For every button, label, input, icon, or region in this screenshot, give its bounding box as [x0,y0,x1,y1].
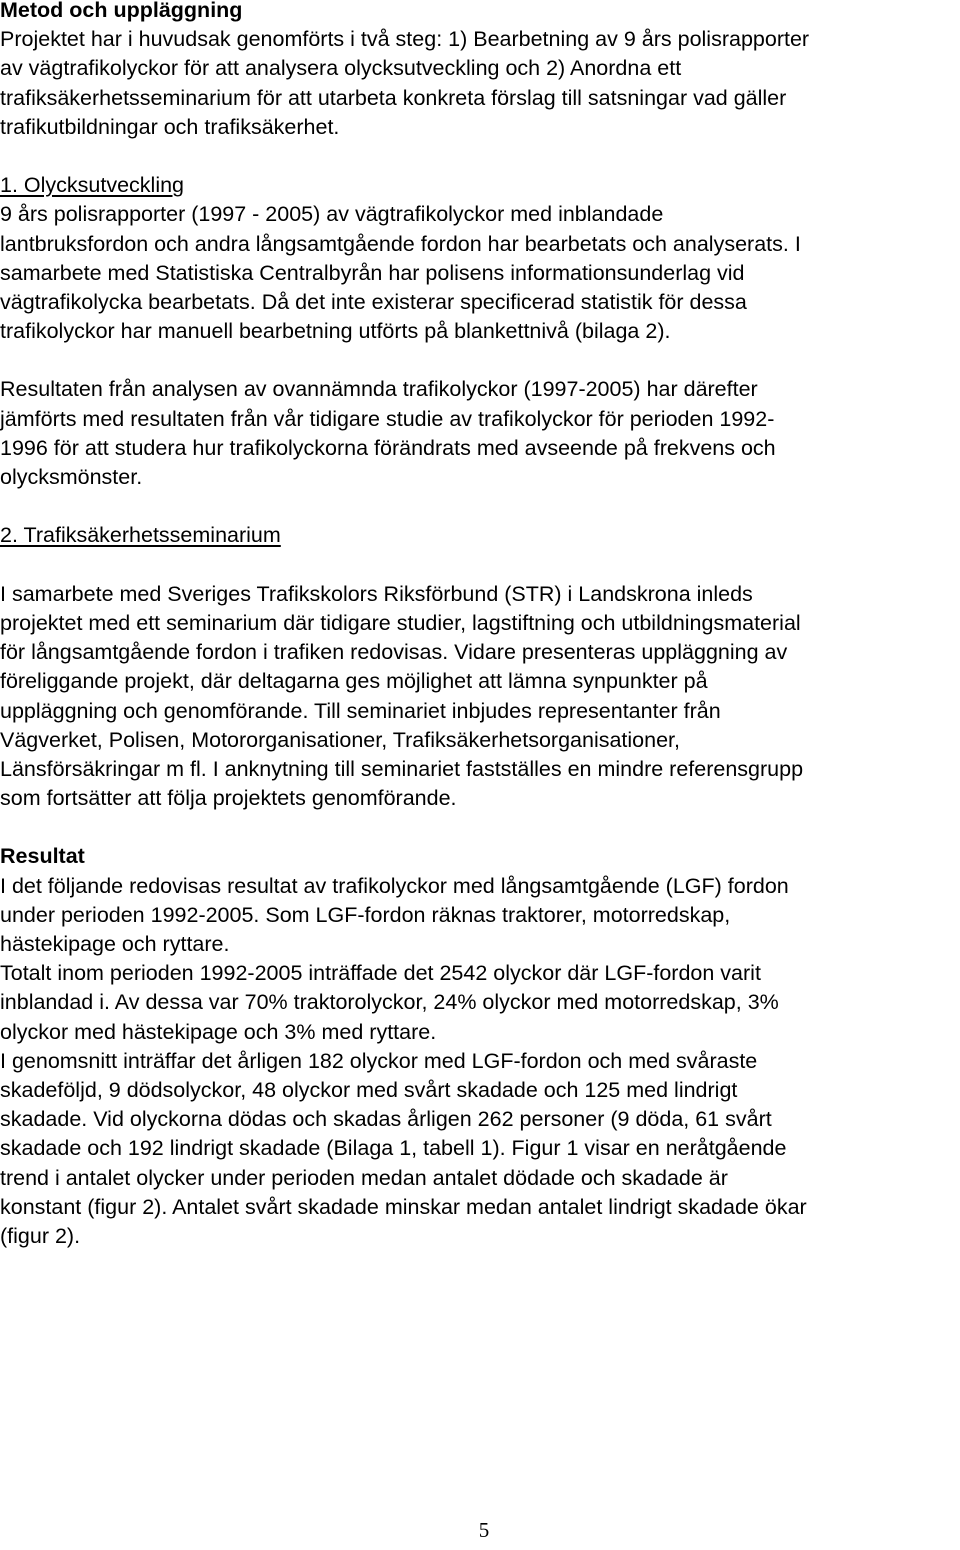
section-heading-resultat: Resultat [0,844,85,869]
subsection-heading-olycksutveckling [0,171,958,200]
text-line: för långsamtgående fordon i trafiken redovisas. Vidare presenteras uppläggning av [0,640,788,665]
text-line: jämförts med resultaten från vår tidigare studie av trafikolyckor för perioden 1992- [0,406,775,431]
text-line: som fortsätter att följa projektets genomförande. [0,786,457,811]
text-line: vägtrafikolycka bearbetats. Då det inte existerar specificerad statistik för dessa [0,289,747,314]
underlined-heading-text: 2. Trafiksäkerhetsseminarium [0,523,281,548]
text-line: skadade. Vid olyckorna dödas och skadas årligen 262 personer (9 döda, 61 svårt [0,1107,772,1132]
paragraph-gap [0,492,958,521]
text-line: inblandad i. Av dessa var 70% traktorolyckor, 24% olyckor med motorredskap, 3% [0,990,779,1015]
text-line: uppläggning och genomförande. Till seminariet inbjudes representanter från [0,698,721,723]
section-metod [0,0,958,142]
text-line: Totalt inom perioden 1992-2005 inträffade det 2542 olyckor där LGF-fordon varit [0,961,761,986]
text-line: skadade och 192 lindrigt skadade (Bilaga 1, tabell 1). Figur 1 visar en neråtgående [0,1136,787,1161]
paragraph-gap [0,813,958,842]
text-line: I genomsnitt inträffar det årligen 182 olyckor med LGF-fordon och med svåraste [0,1048,758,1073]
section-heading-metod: Metod och uppläggning [0,0,243,22]
section-olycksutveckling [0,171,958,492]
text-line: hästekipage och ryttare. [0,932,230,956]
text-line: lantbruksfordon och andra långsamtgående fordon har bearbetats och analyserats. I [0,231,801,256]
text-line: I det följande redovisas resultat av trafikolyckor med långsamtgående (LGF) fordon [0,873,789,898]
text-line: 9 års polisrapporter (1997 - 2005) av vägtrafikolyckor med inblandade [0,202,664,227]
text-line: trafikutbildningar och trafiksäkerhet. [0,114,340,139]
text-line: trend i antalet olycker under perioden medan antalet dödade och skadade är [0,1165,728,1190]
text-line: Resultaten från analysen av ovannämnda trafikolyckor (1997-2005) har därefter [0,377,758,402]
paragraph-gap [0,142,958,171]
paragraph-gap [0,551,958,580]
text-line: (figur 2). [0,1223,81,1248]
text-line: konstant (figur 2). Antalet svårt skadade minskar medan antalet lindrigt skadade ökar [0,1194,807,1219]
text-line: trafikolyckor har manuell bearbetning utförts på blankettnivå (bilaga 2). [0,319,671,344]
text-line: Länsförsäkringar m fl. I anknytning till seminariet fastställes en mindre referensgrupp [0,756,804,781]
text-line: olycksmönster. [0,465,143,489]
page-number: 5 [478,1518,490,1542]
text-line: trafiksäkerhetsseminarium för att utarbeta konkreta förslag till satsningar vad gäller [0,85,787,110]
text-line: 1996 för att studera hur trafikolyckorna förändrats med avseende på frekvens och [0,435,776,460]
text-line: av vägtrafikolyckor för att analysera olycksutveckling och 2) Anordna ett [0,56,682,81]
text-line: föreliggande projekt, där deltagarna ges möjlighet att lämna synpunkter på [0,669,708,694]
section-resultat [0,842,958,1251]
text-line: Projektet har i huvudsak genomförts i två steg: 1) Bearbetning av 9 års polisrapporter [0,27,810,52]
text-line: Vägverket, Polisen, Motororganisationer, Trafiksäkerhetsorganisationer, [0,727,681,752]
text-line: under perioden 1992-2005. Som LGF-fordon räknas traktorer, motorredskap, [0,902,731,927]
section-seminarium [0,521,958,813]
paragraph-gap [0,346,958,375]
text-line: skadeföljd, 9 dödsolyckor, 48 olyckor med svårt skadade och 125 med lindrigt [0,1077,738,1102]
text-line: samarbete med Statistiska Centralbyrån har polisens informationsunderlag vid [0,260,745,285]
subsection-heading-seminarium [0,521,958,550]
text-line: I samarbete med Sveriges Trafikskolors Riksförbund (STR) i Landskrona inleds [0,581,753,606]
underlined-heading-text: 1. Olycksutveckling [0,173,185,198]
text-line: projektet med ett seminarium där tidigare studier, lagstiftning och utbildningsmaterial [0,610,801,635]
text-line: olyckor med hästekipage och 3% med ryttare. [0,1019,437,1044]
